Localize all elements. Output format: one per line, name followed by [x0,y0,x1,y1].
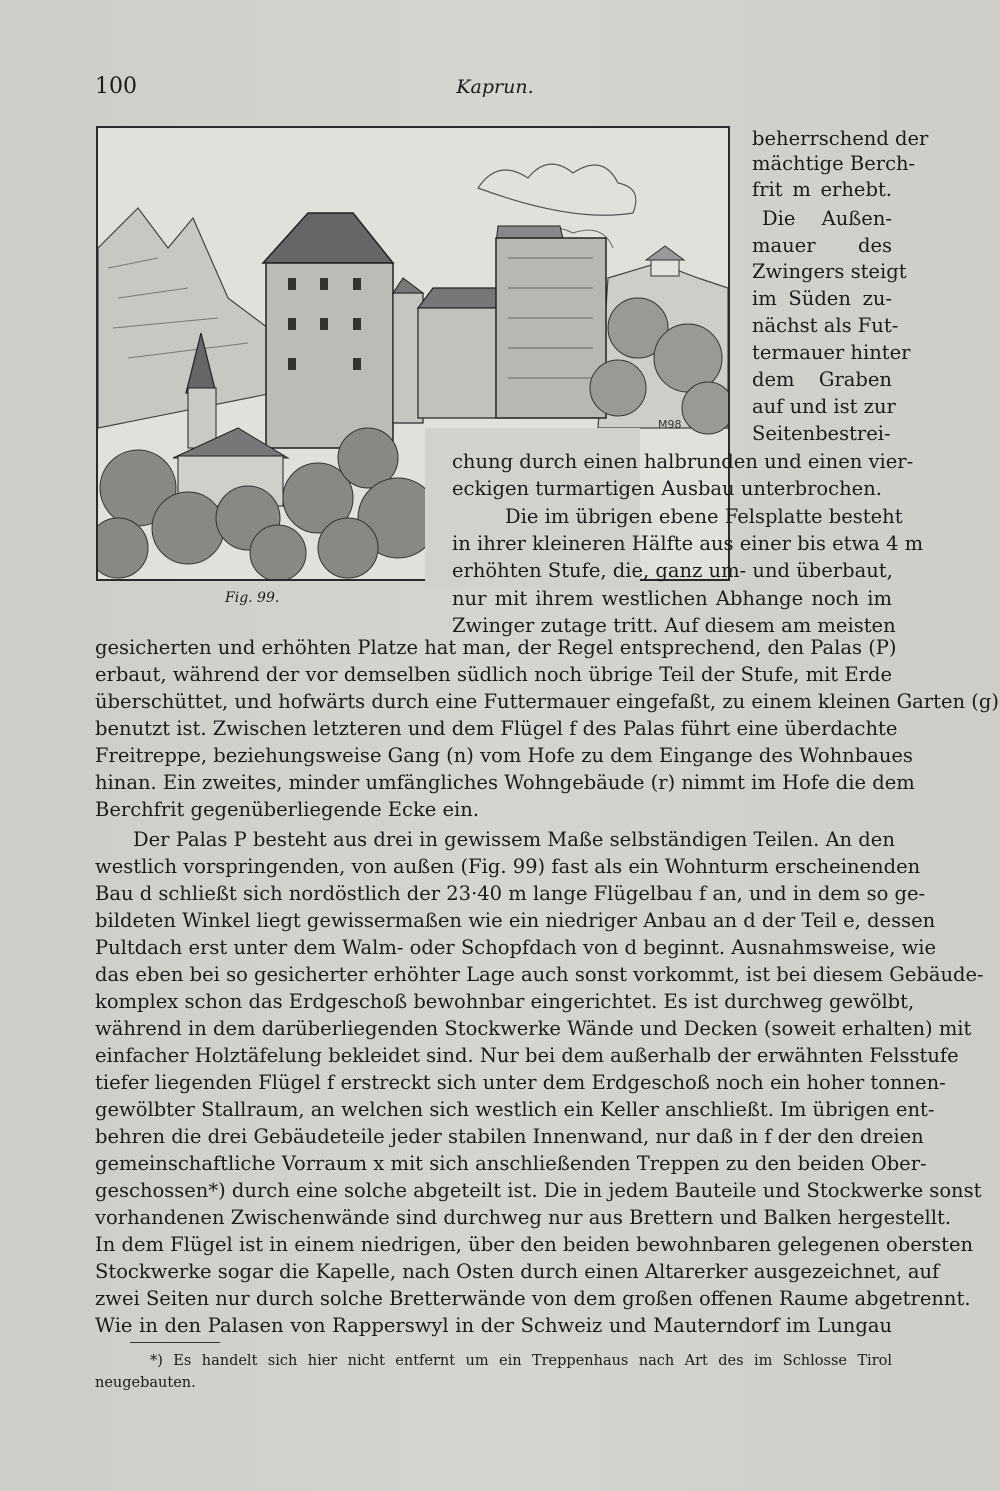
text-line: tiefer liegenden Flügel f erstreckt sich unter dem Erdgeschoß noch ein hoher tonnen- [95,1071,946,1094]
page-header [95,74,895,104]
running-title: Kaprun. [456,76,534,98]
text-line: eckigen turmartigen Ausbau unterbrochen. [452,477,882,500]
text-line: behren die drei Gebäudeteile jeder stabilen Innenwand, nur daß in f der den dreien [95,1125,924,1148]
text-line: benutzt ist. Zwischen letzteren und dem Flügel f des Palas führt eine überdachte [95,717,898,740]
text-line: geschossen*) durch eine solche abgeteilt ist. Die in jedem Bauteile und Stockwerke sonst [95,1179,982,1202]
footnote-rule [130,1342,220,1343]
text-line: dem Graben [752,368,892,391]
text-line: frit m erhebt. [752,178,892,201]
text-line: Der Palas P besteht aus drei in gewissem Maße selbständigen Teilen. An den [133,828,895,851]
text-line: zwei Seiten nur durch solche Bretterwände von dem großen offenen Raume abgetrennt. [95,1287,971,1310]
text-line: nächst als Fut- [752,314,899,337]
text-line: gesicherten und erhöhten Platze hat man, der Regel entsprechend, den Palas (P) [95,636,897,659]
text-line: Zwinger zutage tritt. Auf diesem am meisten [452,614,896,637]
artist-signature: M98 [658,418,682,431]
text-line: einfacher Holztäfelung bekleidet sind. Nur bei dem außerhalb der erwähnten Felsstufe [95,1044,959,1067]
footnote-line: neugebauten. [95,1375,196,1391]
text-line: während in dem darüberliegenden Stockwerke Wände und Decken (soweit erhalten) mit [95,1017,972,1040]
text-line: Berchfrit gegenüberliegende Ecke ein. [95,798,480,821]
text-line: vorhandenen Zwischenwände sind durchweg nur aus Brettern und Balken hergestellt. [95,1206,952,1229]
text-line: chung durch einen halbrunden und einen vier- [452,450,914,473]
text-line: auf und ist zur [752,395,896,418]
text-line: bildeten Winkel liegt gewissermaßen wie ein niedriger Anbau an d der Teil e, dessen [95,909,936,932]
text-line: Die im übrigen ebene Felsplatte besteht [505,505,903,528]
footnote-line: *) Es handelt sich hier nicht entfernt um ein Treppenhaus nach Art des im Schlosse Tirol [150,1353,892,1369]
text-line: Pultdach erst unter dem Walm- oder Schopfdach von d beginnt. Ausnahmsweise, wie [95,936,937,959]
text-line: beherrschend der [752,127,929,150]
text-line: In dem Flügel ist in einem niedrigen, über den beiden bewohnbaren gelegenen obersten [95,1233,974,1256]
figure-caption: Fig. 99. [225,590,280,606]
text-line: hinan. Ein zweites, minder umfängliches Wohngebäude (r) nimmt im Hofe die dem [95,771,915,794]
text-line: mauer des [752,234,892,257]
text-line: in ihrer kleineren Hälfte aus einer bis etwa 4 m [452,532,924,555]
text-line: das eben bei so gesicherter erhöhter Lage auch sonst vorkommt, ist bei diesem Gebäude- [95,963,984,986]
text-line: nur mit ihrem westlichen Abhange noch im [452,587,892,610]
text-line: gemeinschaftliche Vorraum x mit sich anschließenden Treppen zu den beiden Ober- [95,1152,927,1175]
text-line: im Süden zu- [752,287,892,310]
text-line: Zwingers steigt [752,260,907,283]
text-line: Bau d schließt sich nordöstlich der 23·40 m lange Flügelbau f an, und in dem so ge- [95,882,926,905]
text-line: Wie in den Palasen von Rapperswyl in der Schweiz und Mauterndorf im Lungau [95,1314,892,1337]
text-line: erhöhten Stufe, die, ganz um- und überbaut, [452,559,893,582]
text-line: mächtige Berch- [752,152,916,175]
text-line: Die Außen- [762,207,892,230]
text-line: Freitreppe, beziehungsweise Gang (n) vom Hofe zu dem Eingange des Wohnbaues [95,744,913,767]
text-line: Seitenbestrei- [752,422,891,445]
text-line: erbaut, während der vor demselben südlich noch übrige Teil der Stufe, mit Erde [95,663,892,686]
text-line: komplex schon das Erdgeschoß bewohnbar eingerichtet. Es ist durchweg gewölbt, [95,990,915,1013]
text-line: termauer hinter [752,341,911,364]
text-line: westlich vorspringenden, von außen (Fig. 99) fast als ein Wohnturm erscheinenden [95,855,921,878]
text-line: gewölbter Stallraum, an welchen sich westlich ein Keller anschließt. Im übrigen ent- [95,1098,935,1121]
text-line: überschüttet, und hofwärts durch eine Futtermauer eingefaßt, zu einem kleinen Garten (g) [95,690,999,713]
page-number: 100 [95,74,137,99]
text-line: Stockwerke sogar die Kapelle, nach Osten durch einen Altarerker ausgezeichnet, auf [95,1260,940,1283]
